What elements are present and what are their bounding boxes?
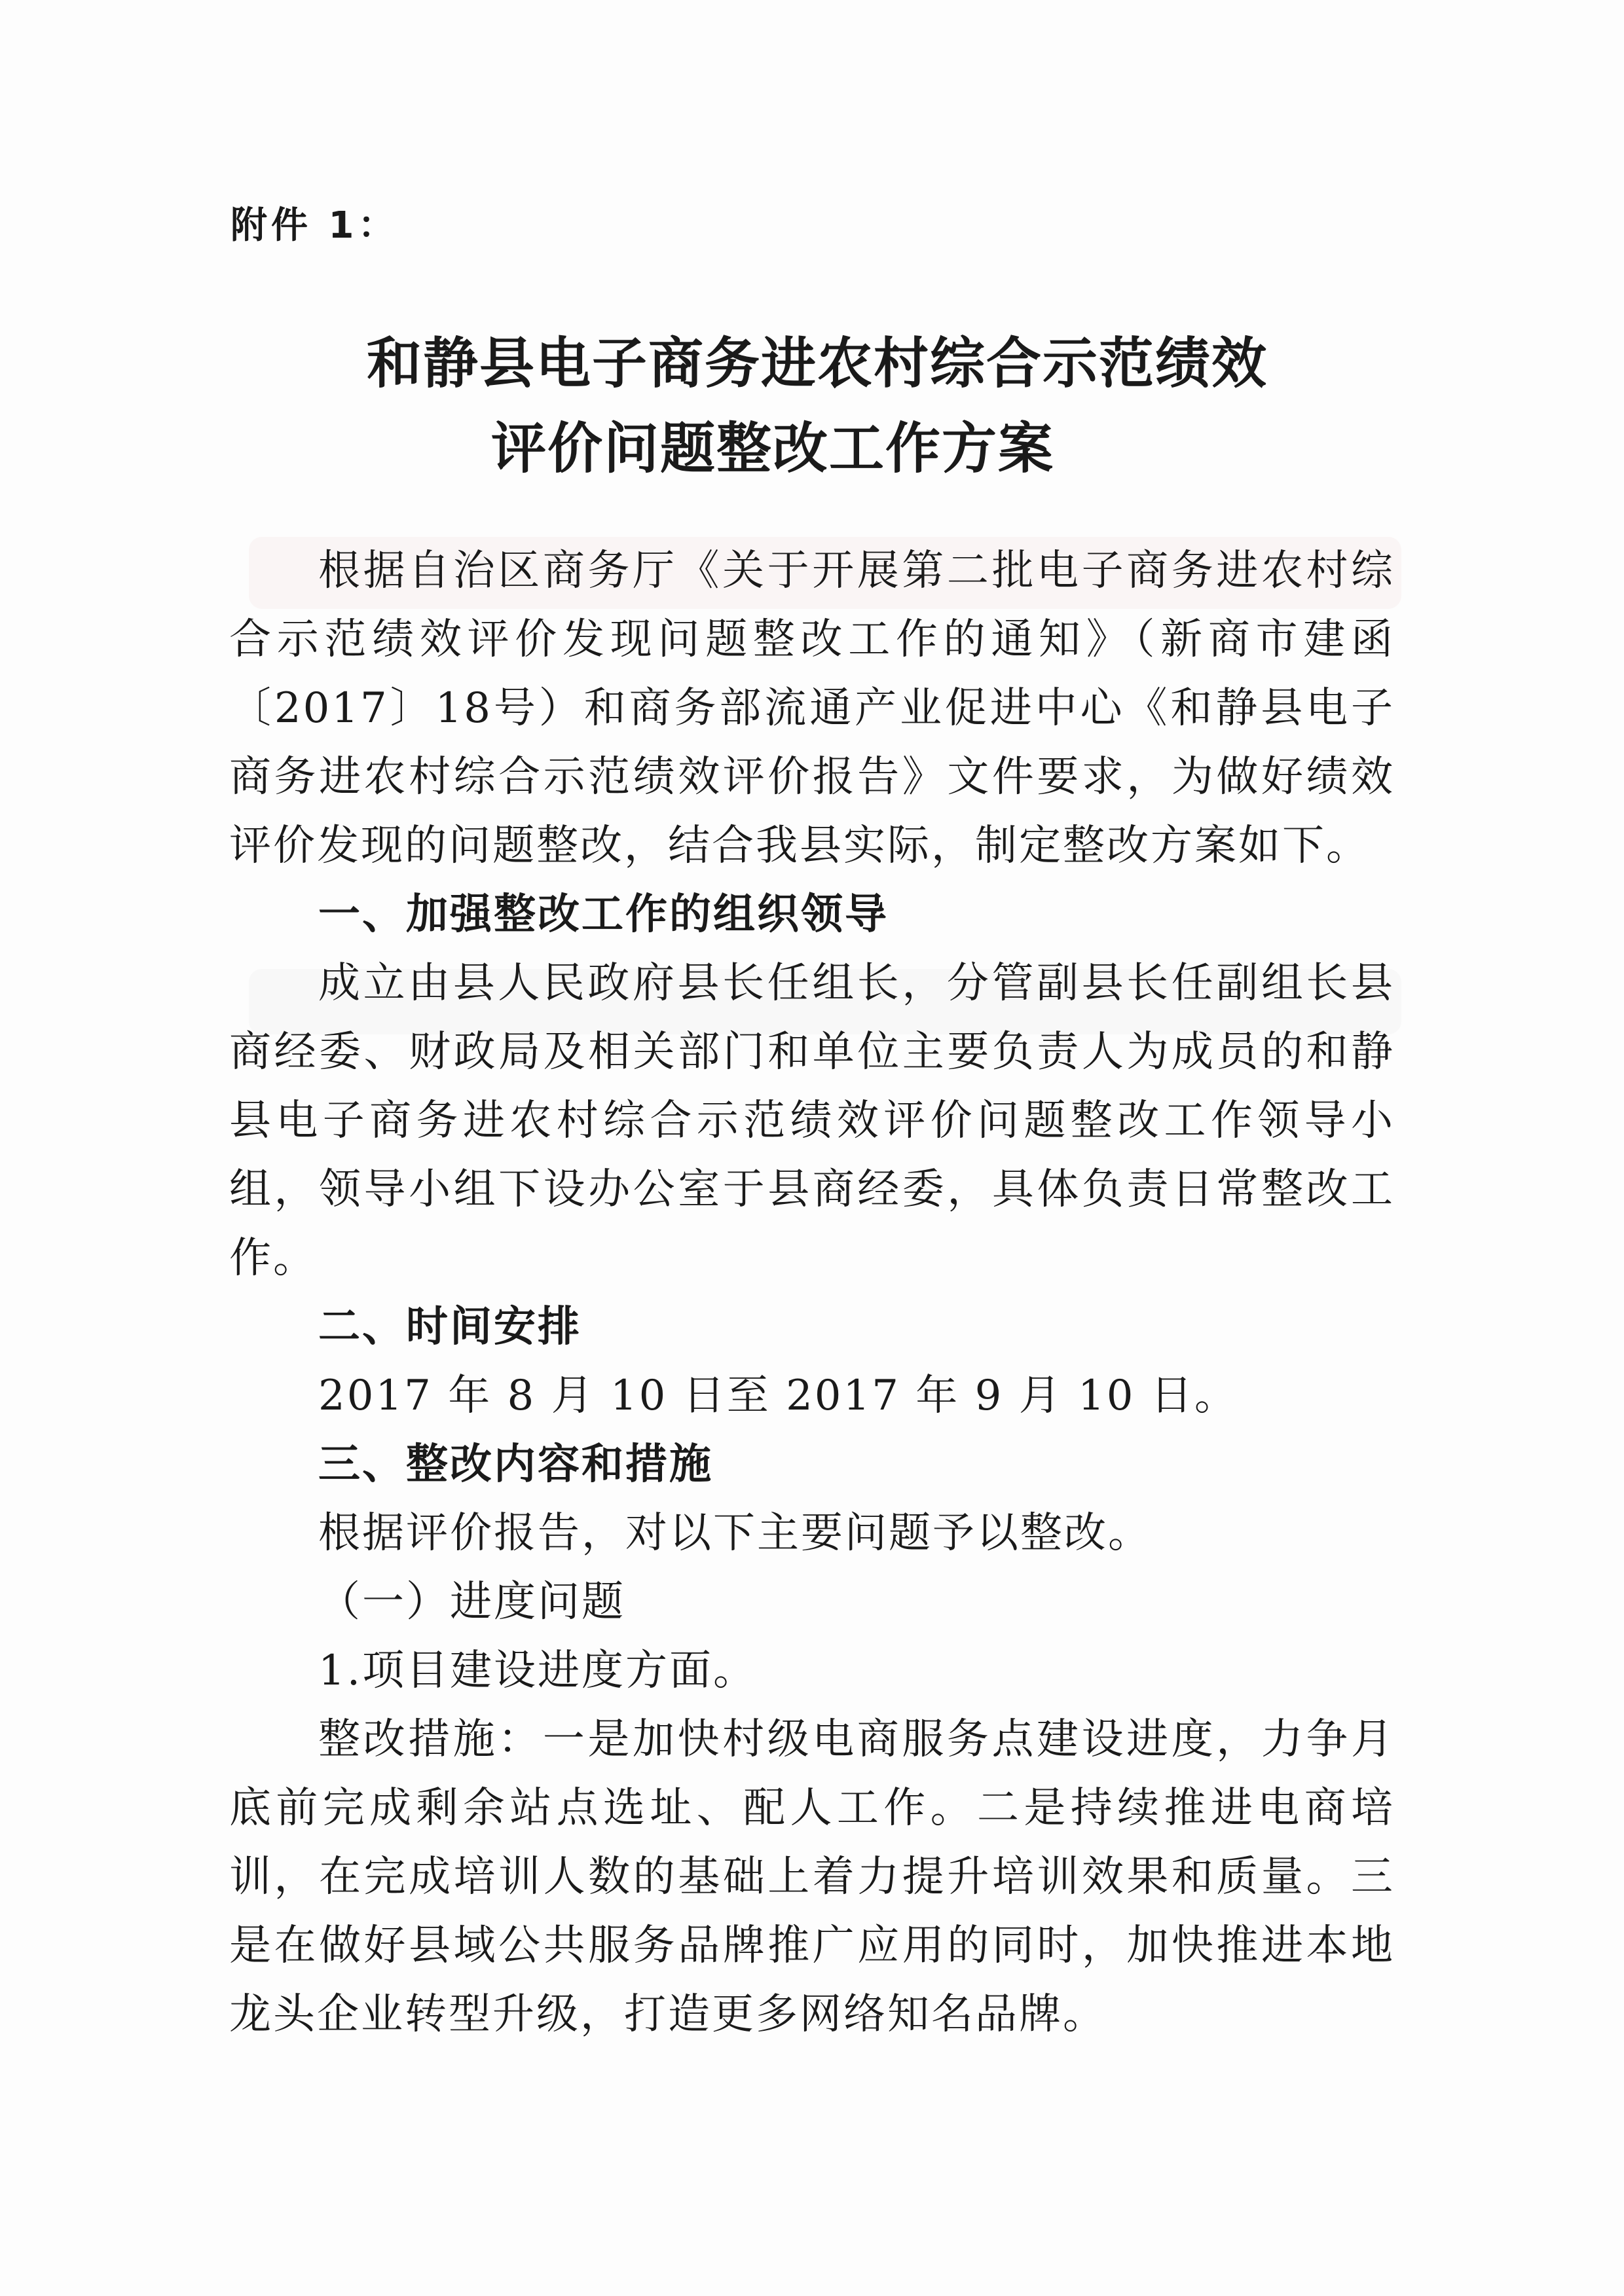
attachment-label: 附件 1： bbox=[231, 204, 399, 247]
section-2-heading: 二、时间安排 bbox=[318, 1303, 581, 1351]
intro-paragraph: 根据自治区商务厅《关于开展第二批电子商务进农村综合示范绩效评价发现问题整改工作的通知》（新商市建函〔2017〕18号）和商务部流通产业促进中心《和静县电子商务进农村综合示范绩效评价报告》文件要求，为做好绩效评价发现的问题整改，结合我县实际，制定整改方案如下。 bbox=[229, 547, 1395, 870]
section-1-paragraph: 成立由县人民政府县长任组长，分管副县长任副组长县商经委、财政局及相关部门和单位主要负责人为成员的和静县电子商务进农村综合示范绩效评价问题整改工作领导小组，领导小组下设办公室于县商经委，具体负责日常整改工作。 bbox=[229, 959, 1395, 1283]
section-3-paragraph: 根据评价报告，对以下主要问题予以整改。 bbox=[318, 1509, 1152, 1558]
title-line-1: 和静县电子商务进农村综合示范绩效 bbox=[367, 331, 1268, 395]
document-body bbox=[229, 537, 1395, 2049]
section-3-heading: 三、整改内容和措施 bbox=[318, 1440, 713, 1489]
document-title bbox=[367, 321, 1441, 491]
section-2-paragraph: 2017 年 8 月 10 日至 2017 年 9 月 10 日。 bbox=[318, 1372, 1238, 1420]
item-1-heading: 1.项目建设进度方面。 bbox=[318, 1647, 758, 1695]
item-1-measures: 整改措施：一是加快村级电商服务点建设进度，力争月底前完成剩余站点选址、配人工作。二是持续推进电商培训，在完成培训人数的基础上着力提升培训效果和质量。三是在做好县域公共服务品牌推广应用的同时，加快推进本地龙头企业转型升级，打造更多网络知名品牌。 bbox=[229, 1715, 1395, 2039]
section-1-heading: 一、加强整改工作的组织领导 bbox=[318, 890, 889, 939]
title-line-2: 评价问题整改工作方案 bbox=[491, 416, 1055, 481]
subsection-1-heading: （一）进度问题 bbox=[318, 1578, 625, 1626]
